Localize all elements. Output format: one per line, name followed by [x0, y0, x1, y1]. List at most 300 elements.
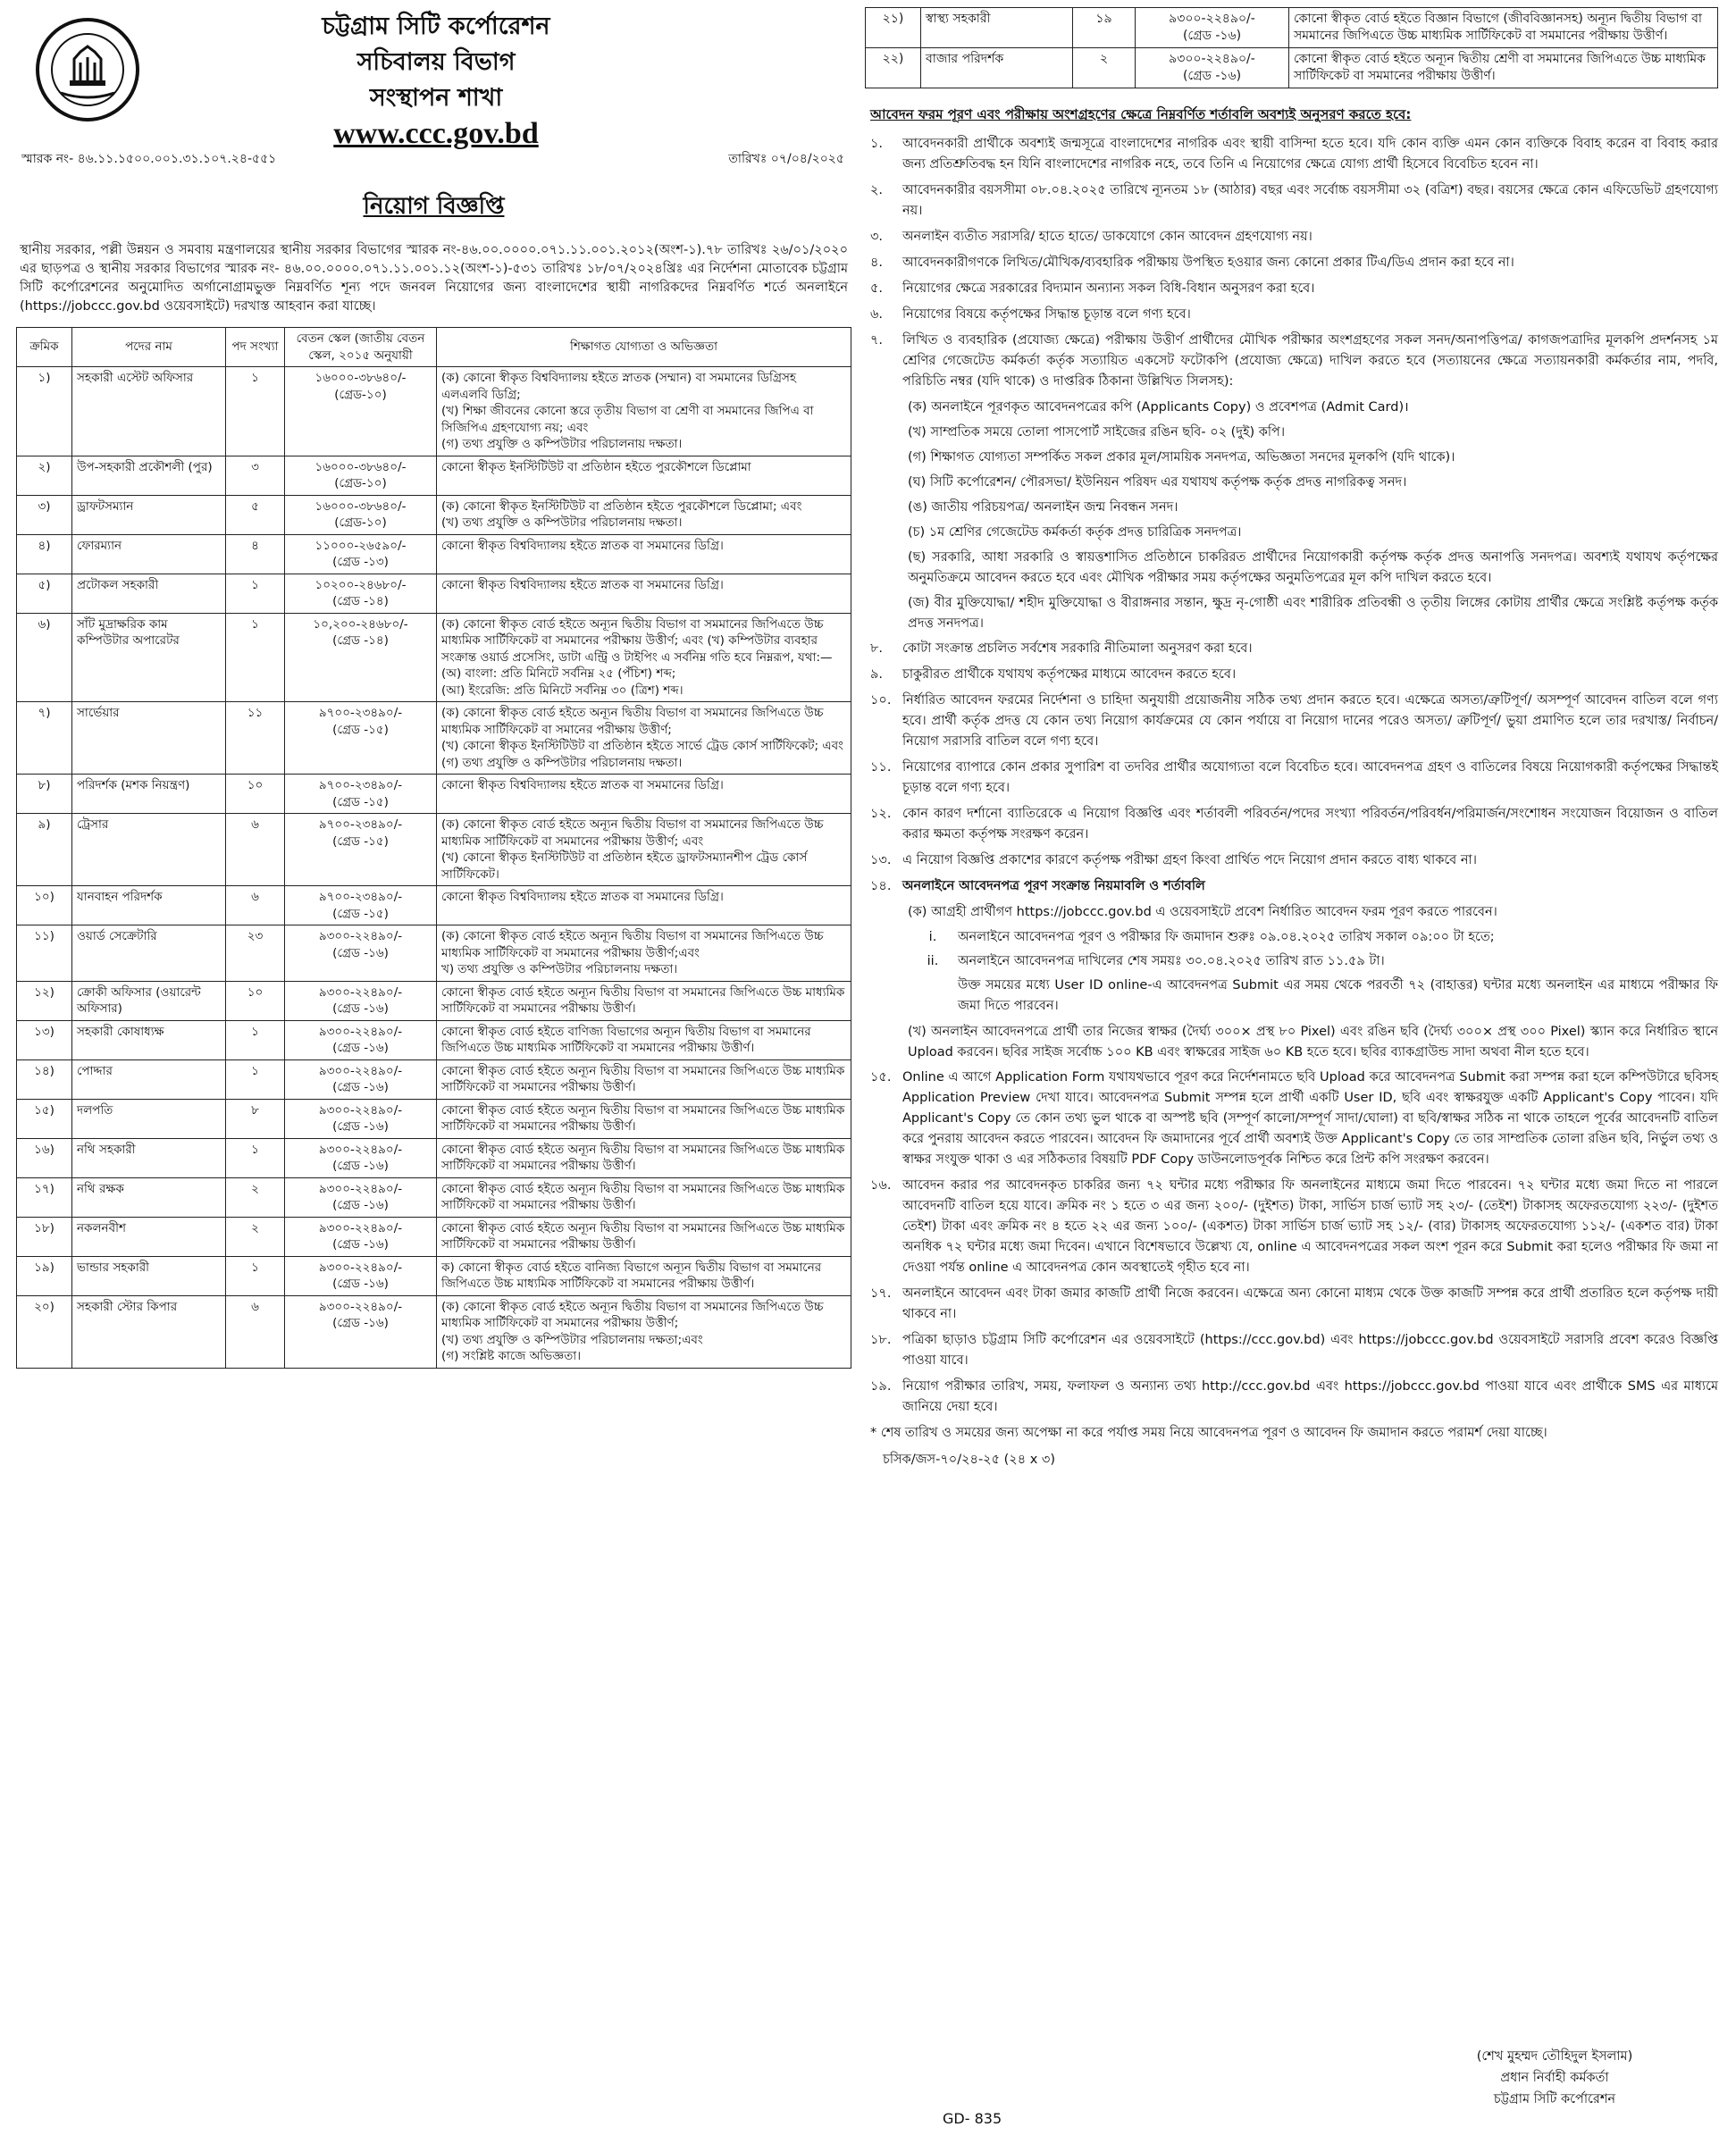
- grade: (গ্রেড-১০): [334, 515, 387, 530]
- table-row: [17, 495, 851, 534]
- qualification-line: কোনো স্বীকৃত বোর্ড হইতে বিজ্ঞান বিভাগে (জীববিজ্ঞানসহ) অন্যূন দ্বিতীয় বিভাগ বা সমমানের জিপিএতে উচ্চ মাধ্যমিক সার্টিফিকেট বা সমমানের পরীক্ষায় উত্তীর্ণ।: [1294, 12, 1702, 43]
- sub-item: (ঘ) সিটি কর্পোরেশন/ পৌরসভা/ ইউনিয়ন পরিষদ এর যথাযথ কর্তৃপক্ষ কর্তৃক প্রদত্ত নাগরিকত্ব সনদ।: [908, 475, 1407, 490]
- grade: (গ্রেড -১৬): [332, 1237, 389, 1252]
- intro-paragraph: স্থানীয় সরকার, পল্লী উন্নয়ন ও সমবায় মন্ত্রণালয়ের স্থানীয় সরকার বিভাগের স্মারক নং-৪৬.০০.০০০০.০৭১.১১.০০১.২০১২(অংশ-১).৭৮ তারিখঃ ২৬/০১/২০২০ এর ছাড়পত্র ও স্থানীয় সরকার বিভাগের স্মারক নং- ৪৬.০০.০০০০.০৭১.১১.০০১.১২(অংশ-১)-৫৩১ তারিখঃ ১৮/০৭/২০২৪খ্রিঃ এর নির্দেশনা মোতাবেক চট্টগ্রাম সিটি কর্পোরেশনের অনুমোদিত অর্গানোগ্রামভুক্ত নিম্নবর্ণিত শূন্য পদে জনবল নিয়োগের জন্য বাংলাদেশের স্থায়ী নাগরিকদের নিম্নবর্ণিত শর্তে অনলাইনে (https://jobccc.gov.bd ওয়েবসাইটে) দরখাস্ত আহবান করা যাচ্ছে।: [20, 243, 848, 314]
- qualification-cell: [437, 1177, 851, 1217]
- sub-item: (ক) আগ্রহী প্রার্থীগণ https://jobccc.gov.bd এ ওয়েবসাইটে প্রবেশ নির্ধারিত আবেদন ফরম পূরণ করতে পারবেন।: [908, 905, 1497, 919]
- qualification-line: (ক) কোনো স্বীকৃত বিশ্ববিদ্যালয় হইতে স্নাতক (সম্মান) বা সমমানের ডিগ্রিসহ এলএলবি ডিগ্রি;: [441, 371, 796, 402]
- col-header: পদের নাম: [72, 328, 226, 367]
- serial-cell: ১২): [17, 981, 72, 1020]
- pay-scale: ৯৭০০-২৩৪৯০/-: [318, 706, 403, 720]
- list-item: [865, 1284, 1718, 1325]
- qualification-line: (ক) কোনো স্বীকৃত বোর্ড হইতে অন্যূন দ্বিতীয় বিভাগ বা সমমানের জিপিএতে উচ্চ মাধ্যমিক সার্টিফিকেট বা সমানের পরীক্ষায় উত্তীর্ণ;: [441, 706, 824, 737]
- pay-scale-cell: [285, 1138, 437, 1177]
- post-count-cell: ২৩: [226, 925, 285, 982]
- post-name-cell: দলপতি: [72, 1099, 226, 1138]
- list-item: [865, 305, 1718, 325]
- pay-scale-cell: [285, 613, 437, 702]
- item-text: নিয়োগের ব্যাপারে কোন প্রকার সুপারিশ বা তদবির প্রার্থীর অযোগ্যতা বলে বিবেচিত হবে। আবেদনপত্র গ্রহণ ও বাতিলের বিষয়ে নিয়োগকারী কর্তৃপক্ষের সিদ্ধান্তই চূড়ান্ত বলে গণ্য হবে।: [902, 760, 1718, 795]
- item-text: আবেদনকারী প্রার্থীকে অবশ্যই জন্মসূত্রে বাংলাদেশের নাগরিক এবং স্থায়ী বাসিন্দা হতে হবে। যদি কোন ব্যক্তি এমন কোন ব্যক্তিকে বিবাহ করেন বা বিবাহ করার জন্য প্রতিশ্রুতিবদ্ধ হন যিনি বাংলাদেশের নাগরিক নহে, তবে তিনি এ নিয়োগের ক্ষেত্রে যোগ্য প্রার্থী হিসেবে বিবেচিত হবেন না।: [902, 137, 1718, 172]
- list-item: [865, 331, 1718, 392]
- item-text: নিয়োগ পরীক্ষার তারিখ, সময়, ফলাফল ও অন্যান্য তথ্য http://ccc.gov.bd এবং https://jobccc.gov.bd পাওয়া যাবে এবং প্রার্থীকে SMS এর মাধ্যমে জানিয়ে দেয়া হবে।: [902, 1379, 1718, 1414]
- header: [16, 7, 851, 150]
- pay-scale: ১৬০০০-৩৮৬৪০/-: [314, 371, 407, 385]
- right-column: [865, 7, 1718, 1470]
- grade: (গ্রেড -১৪): [332, 633, 389, 648]
- table-row: [866, 8, 1718, 48]
- post-name-cell: উপ-সহকারী প্রকৌশলী (পুর): [72, 456, 226, 495]
- list-item: [865, 180, 1718, 222]
- qualification-line: (খ) কোনো স্বীকৃত ইনস্টিটিউট বা প্রতিষ্ঠান হইতে ড্রাফটসম্যানশীপ ট্রেড কোর্স সার্টিফিকেট।: [441, 850, 808, 882]
- table-row: [17, 1256, 851, 1295]
- qualification-line: ক) কোনো স্বীকৃত বোর্ড হইতে বানিজ্য বিভাগে অন্যূন দ্বিতীয় বিভাগ বা সমমানের জিপিএতে উচ্চ মাধ্যমিক সার্টিফিকেট বা সমমানের পরীক্ষায় উত্তীর্ণ।: [441, 1260, 822, 1291]
- table-row: [17, 702, 851, 775]
- qualification-cell: [437, 925, 851, 982]
- pay-scale-cell: [285, 456, 437, 495]
- header-text: [284, 9, 588, 152]
- grade: (গ্রেড -১৬): [332, 1316, 389, 1330]
- pay-scale: ১৬০০০-৩৮৬৪০/-: [314, 459, 407, 474]
- pay-scale: ৯৩০০-২২৪৯০/-: [318, 1142, 403, 1157]
- sub-item: (ঙ) জাতীয় পরিচয়পত্র/ অনলাইন জন্ম নিবন্ধন সনদ।: [908, 500, 1178, 515]
- post-name-cell: সাঁট মুদ্রাক্ষরিক কাম কম্পিউটার অপারেটর: [72, 613, 226, 702]
- item-text: নিয়োগের বিষয়ে কর্তৃপক্ষের সিদ্ধান্ত চূড়ান্ত বলে গণ্য হবে।: [902, 307, 1191, 322]
- qualification-line: (ক) কোনো স্বীকৃত বোর্ড হইতে অন্যূন দ্বিতীয় বিভাগ বা সমমানের জিপিএতে উচ্চ মাধ্যমিক সার্টিফিকেট বা সমমানের পরীক্ষায় উত্তীর্ণ;এবং: [441, 929, 824, 960]
- item-number: ১৪.: [870, 879, 892, 893]
- item-number: ১২.: [870, 807, 892, 821]
- post-count-cell: ১৯: [1073, 8, 1136, 48]
- memo-date: তারিখঃ ০৭/০৪/২০২৫: [728, 152, 844, 166]
- qualification-cell: [437, 574, 851, 613]
- post-name-cell: নথি সহকারী: [72, 1138, 226, 1177]
- note: উক্ত সময়ের মধ্যে User ID online-এ আবেদনপত্র Submit এর সময় থেকে পরবর্তী ৭২ (বাহাত্তর) ঘন্টার মধ্যে অনলাইন এর মাধ্যমে পরীক্ষার ফি জমা দিতে পারবেন।: [958, 978, 1718, 1013]
- serial-cell: ২): [17, 456, 72, 495]
- grade: (গ্রেড -১৬): [332, 1080, 389, 1094]
- post-count-cell: ৬: [226, 1295, 285, 1368]
- list-item: [865, 665, 1718, 685]
- qualification-cell: [437, 1256, 851, 1295]
- item-text: চাকুরীরত প্রার্থীকে যথাযথ কর্তৃপক্ষের মাধ্যমে আবেদন করতে হবে।: [902, 667, 1237, 682]
- serial-cell: ২১): [866, 8, 921, 48]
- pay-scale-cell: [285, 534, 437, 574]
- posts-table: [16, 327, 851, 1369]
- serial-cell: ১০): [17, 886, 72, 925]
- col-header: শিক্ষাগত যোগ্যতা ও অভিজ্ঞতা: [437, 328, 851, 367]
- post-count-cell: ১: [226, 1059, 285, 1099]
- list-item: [865, 1068, 1718, 1170]
- list-item: [865, 691, 1718, 752]
- post-name-cell: সহকারী এস্টেট অফিসার: [72, 367, 226, 456]
- serial-cell: ১৭): [17, 1177, 72, 1217]
- grade: (গ্রেড -১৬): [332, 1159, 389, 1173]
- pay-scale: ৯৩০০-২২৪৯০/-: [318, 1024, 403, 1039]
- list-item: [865, 850, 1718, 871]
- pay-scale-cell: [285, 775, 437, 814]
- sub-item: ii. অনলাইনে আবেদনপত্র দাখিলের শেষ সময়ঃ ৩০.০৪.২০২৫ তারিখ রাত ১১.৫৯ টা।: [927, 954, 1385, 968]
- post-name-cell: স্বাস্থ্য সহকারী: [921, 8, 1073, 48]
- item-text: কোটা সংক্রান্ত প্রচলিত সর্বশেষ সরকারি নীতিমালা অনুসরণ করা হবে।: [902, 641, 1253, 656]
- grade: (গ্রেড-১০): [334, 476, 387, 490]
- sub-item: (খ) অনলাইন আবেদনপত্রে প্রার্থী তার নিজের স্বাক্ষর (দৈর্ঘ্য ৩০০× প্রস্থ ৮০ Pixel) এবং রঙিন ছবি (দৈর্ঘ্য ৩০০× প্রস্থ ৩০০ Pixel) স্ক্যান করে নির্ধারিত স্থানে Upload করবেন। ছবির সাইজ সর্বোচ্চ ১০০ KB এবং স্বাক্ষরের সাইজ ৬০ KB হতে হবে। ছবির ব্যাকগ্রাউন্ড সাদা অথবা নীল হতে হবে।: [908, 1025, 1718, 1059]
- pay-scale-cell: [285, 925, 437, 982]
- qualification-cell: [437, 814, 851, 886]
- qualification-cell: [437, 1059, 851, 1099]
- pay-scale-cell: [285, 495, 437, 534]
- item-text: আবেদন করার পর আবেদনকৃত চাকরির জন্য ৭২ ঘন্টার মধ্যে পরীক্ষার ফি অনলাইনের মাধ্যমে জমা দিতে পারবেন। ৭২ ঘন্টার মধ্যে জমা দিতে না পারলে আবেদনটি বাতিল হয়ে যাবে। ক্রমিক নং ১ হতে ৩ এর জন্য ২০০/- (দুইশত) টাকা, সার্ভিস চার্জ ভ্যাট সহ ২৩/- (তেইশ) টাকাসহ অফেরতযোগ্য ২২৩/- (দুইশত তেইশ) টাকা এবং ক্রমিক নং ৪ হতে ২২ এর জন্য ১০০/- (একশত) টাকা সার্ভিস চার্জ ভ্যাট সহ ১২/- (বার) টাকাসহ অফেরতযোগ্য ১১২/- (একশত বার) টাকা অনধিক ৭২ ঘন্টার মধ্যে জমা দিবেন। এখানে বিশেষভাবে উল্লেখ্য যে, online এ আবেদনপত্রের সকল অংশ পূরন করে Submit করা হলেও পরীক্ষার ফি জমা না দেওয়া পর্যন্ত online এ আবেদনপত্র কোন অবস্থাতেই গৃহীত হবে না।: [902, 1178, 1718, 1275]
- pay-scale: ৯৩০০-২২৪৯০/-: [1169, 12, 1255, 26]
- post-count-cell: ১: [226, 1256, 285, 1295]
- grade: (গ্রেড -১৬): [332, 1001, 389, 1016]
- post-name-cell: ড্রাফটসম্যান: [72, 495, 226, 534]
- qualification-cell: [437, 1020, 851, 1059]
- post-count-cell: ৮: [226, 1099, 285, 1138]
- item-text: লিখিত ও ব্যবহারিক (প্রযোজ্য ক্ষেত্রে) পরীক্ষায় উত্তীর্ণ প্রার্থীদের মৌখিক পরীক্ষার অংশগ্রহণের সকল সনদ/অনাপত্তিপত্র/ কাগজপত্রাদির মূলকপি প্রদর্শনসহ ১ম শ্রেণির গেজেটেড কর্মকর্তা কর্তৃক সত্যায়িত একসেট ফটোকপি (প্রযোজ্য ক্ষেত্রে) দাখিল করতে হবে (সত্যায়নের ক্ষেত্রে সত্যায়নকারী কর্মকর্তার নাম, পদবি, পরিচিতি নম্বর (যদি থাকে) ও দাপ্তরিক ঠিকানা উল্লিখিত সিলসহ):: [902, 333, 1718, 389]
- serial-cell: ২০): [17, 1295, 72, 1368]
- qualification-line: কোনো স্বীকৃত বোর্ড হইতে অন্যূন দ্বিতীয় বিভাগ বা সমমানের জিপিএতে উচ্চ মাধ্যমিক সার্টিফিকেট বা সমমানের পরীক্ষায় উত্তীর্ণ।: [441, 1220, 845, 1252]
- list-item: [865, 253, 1718, 273]
- col-header: ক্রমিক: [17, 328, 72, 367]
- post-count-cell: ১০: [226, 775, 285, 814]
- qualification-line: (খ) তথ্য প্রযুক্তি ও কম্পিউটার পরিচালনায় দক্ষতা;এবং: [441, 1332, 703, 1347]
- qualification-line: খ) তথ্য প্রযুক্তি ও কম্পিউটার পরিচালনায় দক্ষতা।: [441, 962, 678, 976]
- table-row: [17, 367, 851, 456]
- qualification-line: কোনো স্বীকৃত বিশ্ববিদ্যালয় হইতে স্নাতক বা সমমানের ডিগ্রি।: [441, 890, 724, 904]
- pay-scale: ৯৩০০-২২৪৯০/-: [318, 1260, 403, 1275]
- sub-item: (জ) বীর মুক্তিযোদ্ধা/ শহীদ মুক্তিযোদ্ধা ও বীরাঙ্গনার সন্তান, ক্ষুদ্র নৃ-গোষ্ঠী এবং শারীরিক প্রতিবন্ধী ও তৃতীয় লিঙ্গের কোটায় প্রার্থীর ক্ষেত্রে সংশ্লিষ্ট কর্তৃপক্ষ কর্তৃক প্রদত্ত সনদপত্র।: [908, 596, 1718, 631]
- grade: (গ্রেড -১৫): [332, 833, 389, 849]
- item-text: পত্রিকা ছাড়াও চট্টগ্রাম সিটি কর্পোরেশন এর ওয়েবসাইটে (https://ccc.gov.bd) এবং https://jobccc.gov.bd ওয়েবসাইটে সরাসরি প্রবেশ করেও বিজ্ঞপ্তি পাওয়া যাবে।: [902, 1333, 1718, 1368]
- grade: (গ্রেড -১৫): [332, 906, 389, 921]
- item-number: ৪.: [870, 255, 884, 270]
- grade: (গ্রেড -১৬): [332, 1277, 389, 1291]
- post-count-cell: ৬: [226, 814, 285, 886]
- list-item: [865, 876, 1718, 897]
- serial-cell: ১৩): [17, 1020, 72, 1059]
- post-name-cell: পোদ্দার: [72, 1059, 226, 1099]
- item-number: ১১.: [870, 760, 892, 775]
- pay-scale: ৯৩০০-২২৪৯০/-: [318, 1102, 403, 1118]
- qualification-line: (গ) তথ্য প্রযুক্তি ও কম্পিউটার পরিচালনায় দক্ষতা।: [441, 755, 683, 770]
- qualification-cell: [437, 886, 851, 925]
- list-item: [865, 758, 1718, 799]
- table-row: [17, 925, 851, 982]
- post-name-cell: সহকারী স্টোর কিপার: [72, 1295, 226, 1368]
- grade: (গ্রেড -১৫): [332, 722, 389, 737]
- serial-cell: ২২): [866, 48, 921, 88]
- pay-scale: ৯৩০০-২২৪৯০/-: [318, 1181, 403, 1196]
- grade: (গ্রেড -১৬): [332, 1198, 389, 1212]
- left-column: [16, 7, 851, 1369]
- qualification-line: (ক) কোনো স্বীকৃত ইনস্টিটিউট বা প্রতিষ্ঠান হইতে পুরকৌশলে ডিপ্লোমা; এবং: [441, 498, 802, 514]
- table-row: [17, 1295, 851, 1368]
- branch-name: সংস্থাপন শাখা: [369, 84, 503, 112]
- table-row: [17, 1020, 851, 1059]
- table-row: [17, 1059, 851, 1099]
- signatory-org: চট্টগ্রাম সিটি কর্পোরেশন: [1493, 2092, 1616, 2106]
- qualification-cell: [437, 367, 851, 456]
- table-row: [17, 981, 851, 1020]
- post-name-cell: পরিদর্শক (মশক নিয়ন্ত্রণ): [72, 775, 226, 814]
- post-count-cell: ২: [1073, 48, 1136, 88]
- qualification-cell: [437, 456, 851, 495]
- pay-scale-cell: [1136, 48, 1289, 88]
- post-count-cell: ১: [226, 1020, 285, 1059]
- conditions-list: [865, 134, 1718, 1418]
- corporation-logo-icon: [34, 16, 141, 123]
- qualification-cell: [437, 534, 851, 574]
- item-number: ৮.: [870, 641, 884, 656]
- pay-scale: ৯৩০০-২২৪৯০/-: [318, 1063, 403, 1078]
- post-count-cell: ৩: [226, 456, 285, 495]
- post-count-cell: ২: [226, 1217, 285, 1256]
- table-row: [17, 1217, 851, 1256]
- pay-scale: ১০২০০-২৪৬৮০/-: [314, 577, 407, 592]
- pay-scale: ৯৭০০-২৩৪৯০/-: [318, 778, 403, 792]
- qualification-line: কোনো স্বীকৃত বোর্ড হইতে অন্যূন দ্বিতীয় বিভাগ বা সমমানের জিপিএতে উচ্চ মাধ্যমিক সার্টিফিকেট বা সমমানের পরীক্ষায় উত্তীর্ণ।: [441, 1063, 845, 1094]
- grade: (গ্রেড -১৬): [1182, 69, 1242, 83]
- grade: (গ্রেড -১৬): [332, 1119, 389, 1134]
- qualification-line: কোনো স্বীকৃত বোর্ড হইতে অন্যূন দ্বিতীয় বিভাগ বা সমমানের জিপিএতে উচ্চ মাধ্যমিক সার্টিফিকেট বা সমমানের পরীক্ষায় উত্তীর্ণ।: [441, 1102, 845, 1134]
- post-name-cell: ট্রেসার: [72, 814, 226, 886]
- pay-scale-cell: [285, 1059, 437, 1099]
- table-row: [17, 456, 851, 495]
- conditions-title: আবেদন ফরম পূরণ এবং পরীক্ষায় অংশগ্রহণের ক্ষেত্রে নিম্নবর্ণিত শর্তাবলি অবশ্যই অনুসরণ করতে হবে:: [870, 106, 1412, 122]
- qualification-line: কোনো স্বীকৃত বিশ্ববিদ্যালয় হইতে স্নাতক বা সমমানের ডিগ্রি।: [441, 778, 724, 792]
- item-text: এ নিয়োগ বিজ্ঞপ্তি প্রকাশের কারণে কর্তৃপক্ষ পরীক্ষা গ্রহণ কিংবা প্রার্থিত পদে নিয়োগ প্রদান করতে বাধ্য থাকবে না।: [902, 853, 1477, 867]
- qualification-line: কোনো স্বীকৃত বোর্ড হইতে অন্যূন দ্বিতীয় বিভাগ বা সমমানের জিপিএতে উচ্চ মাধ্যমিক সার্টিফিকেট বা সমমানের পরীক্ষায় উত্তীর্ণ।: [441, 1181, 845, 1212]
- pay-scale-cell: [285, 886, 437, 925]
- post-name-cell: নথি রক্ষক: [72, 1177, 226, 1217]
- pay-scale-cell: [285, 1177, 437, 1217]
- qualification-line: কোনো স্বীকৃত বিশ্ববিদ্যালয় হইতে স্নাতক বা সমমানের ডিগ্রি।: [441, 538, 724, 553]
- qualification-cell: [437, 1295, 851, 1368]
- item-text: অনলাইনে আবেদন এবং টাকা জমার কাজটি প্রার্থী নিজে করবেন। এক্ষেত্রে অন্য কোনো মাধ্যম থেকে উক্ত কাজটি সম্পন্ন করে প্রার্থী প্রতারিত হলে কর্তৃপক্ষ দায়ী থাকবে না।: [902, 1286, 1718, 1321]
- post-name-cell: ভান্ডার সহকারী: [72, 1256, 226, 1295]
- footnote: * শেষ তারিখ ও সময়ের জন্য অপেক্ষা না করে পর্যাপ্ত সময় নিয়ে আবেদনপত্র পূরণ ও আবেদন ফি জমাদান করতে পরামর্শ দেয়া যাচ্ছে।: [870, 1426, 1547, 1440]
- qualification-cell: [437, 775, 851, 814]
- item-text: আবেদনকারীগণকে লিখিত/মৌখিক/ব্যবহারিক পরীক্ষায় উপস্থিত হওয়ার জন্য কোনো প্রকার টিএ/ডিএ প্রদান করা হবে না।: [902, 255, 1514, 270]
- post-count-cell: ৪: [226, 534, 285, 574]
- serial-cell: ৯): [17, 814, 72, 886]
- qualification-line: কোনো স্বীকৃত বোর্ড হইতে অন্যূন দ্বিতীয় শ্রেণী বা সমমানের জিপিএতে উচ্চ মাধ্যমিক সার্টিফিকেট বা সমমানের পরীক্ষায় উত্তীর্ণ।: [1294, 52, 1706, 83]
- pay-scale: ৯৩০০-২২৪৯০/-: [318, 984, 403, 1000]
- table-row: [17, 775, 851, 814]
- list-item: [865, 227, 1718, 247]
- qualification-line: (খ) শিক্ষা জীবনের কোনো স্তরে তৃতীয় বিভাগ বা শ্রেণী বা সমমানের জিপিএ বা সিজিপিএ গ্রহণযোগ্য নয়; এবং: [441, 404, 814, 435]
- qualification-cell: [437, 613, 851, 702]
- grade: (গ্রেড-১০): [334, 387, 387, 402]
- qualification-line: (ক) কোনো স্বীকৃত বোর্ড হইতে অন্যূন দ্বিতীয় বিভাগ বা সমমানের জিপিএতে উচ্চ মাধ্যমিক সার্টিফিকেট বা সমমানের পরীক্ষায় উত্তীর্ণ; এবং: [441, 817, 824, 849]
- pay-scale-cell: [285, 1256, 437, 1295]
- qualification-cell: [437, 702, 851, 775]
- pay-scale-cell: [285, 1099, 437, 1138]
- serial-cell: ৭): [17, 702, 72, 775]
- post-count-cell: ১: [226, 574, 285, 613]
- post-count-cell: ১১: [226, 702, 285, 775]
- post-count-cell: ২: [226, 1177, 285, 1217]
- table-row: [866, 48, 1718, 88]
- pay-scale-cell: [285, 981, 437, 1020]
- table-row: [17, 613, 851, 702]
- serial-cell: ৫): [17, 574, 72, 613]
- qualification-cell: [1289, 8, 1718, 48]
- memo-row: [16, 148, 851, 175]
- qualification-line: (খ) তথ্য প্রযুক্তি ও কম্পিউটার পরিচালনায় দক্ষতা।: [441, 515, 683, 530]
- post-name-cell: সহকারী কোষাধ্যক্ষ: [72, 1020, 226, 1059]
- item-number: ৯.: [870, 667, 884, 682]
- post-count-cell: ৫: [226, 495, 285, 534]
- qualification-line: (গ) সংশ্লিষ্ট কাজে অভিজ্ঞতা।: [441, 1349, 582, 1363]
- pay-scale: ৯৩০০-২২৪৯০/-: [318, 1220, 403, 1235]
- grade: (গ্রেড -১৫): [332, 794, 389, 809]
- pay-scale: ৯৭০০-২৩৪৯০/-: [318, 890, 403, 904]
- item-text: অনলাইন ব্যতীত সরাসরি/ হাতে হাতে/ ডাকযোগে কোন আবেদন গ্রহণযোগ্য নয়।: [902, 230, 1312, 244]
- dept-name: সচিবালয় বিভাগ: [356, 48, 516, 76]
- table-row: [17, 886, 851, 925]
- item-text: Online এ আগে Application Form যথাযথভাবে পূরণ করে নির্দেশনামতে ছবি Upload করে আবেদনপত্র Submit করা সম্পন্ন করা হলে কম্পিউটারে ছবিসহ Application Preview দেখা যাবে। আবেদনপত্র Submit সম্পন্ন হলে প্রার্থী একটি User ID, ছবি এবং স্বাক্ষরযুক্ত একটি Applicant's Copy পাবেন। যদি Applicant's Copy তে কোন তথ্য ভুল থাকে বা অস্পষ্ট ছবি (সম্পূর্ণ কালো/সম্পূর্ণ সাদা/ঘোলা) বা ছবি/স্বাক্ষর সঠিক না থাকে তাহলে পূর্বের আবেদনটি বাতিল করে পুনরায় আবেদন করতে পারবেন। আবেদন ফি জমাদানের পূর্বে প্রার্থী অবশ্যই উক্ত Applicant's Copy তে তার সাম্প্রতিক তোলা রঙিন ছবি, নির্ভুল তথ্য ও স্বাক্ষর সংযুক্ত থাকা ও এর সঠিকতার বিষয়টি PDF Copy ডাউনলোডপূর্বক নিশ্চিত করে প্রিন্ট কপি সংরক্ষণ করবেন।: [902, 1070, 1718, 1167]
- signatory-designation: প্রধান নির্বাহী কর্মকর্তা: [1500, 2071, 1609, 2085]
- item-text: আবেদনকারীর বয়সসীমা ০৮.০৪.২০২৫ তারিখে ন্যূনতম ১৮ (আঠার) বছর এবং সর্বোচ্চ বয়সসীমা ৩২ (বত্রিশ) বছর। বয়সের ক্ষেত্রে কোন এফিডেভিট গ্রহণযোগ্য নয়।: [902, 183, 1718, 218]
- qualification-cell: [437, 1217, 851, 1256]
- item-text: কোন কারণ দর্শানো ব্যাতিরেকে এ নিয়োগ বিজ্ঞপ্তি এবং শর্তাবলী পরিবর্তন/পদের সংখ্যা পরিবর্তন/পরিবর্ধন/পরিমার্জন/সংশোধন সংযোজন বিয়োজন ও বাতিল করার ক্ষমতা কর্তৃপক্ষ সংরক্ষণ করেন।: [902, 807, 1718, 842]
- item-number: ৭.: [870, 333, 884, 348]
- qualification-line: কোনো স্বীকৃত ইনস্টিটিউট বা প্রতিষ্ঠান হইতে পুরকৌশলে ডিপ্লোমা: [441, 459, 751, 474]
- col-header: পদ সংখ্যা: [226, 328, 285, 367]
- table-row: [17, 574, 851, 613]
- table-row: [17, 1138, 851, 1177]
- pay-scale-cell: [285, 574, 437, 613]
- pay-scale-cell: [1136, 8, 1289, 48]
- list-item: [865, 134, 1718, 175]
- serial-cell: ১৬): [17, 1138, 72, 1177]
- sub-item: (চ) ১ম শ্রেণির গেজেটেড কর্মকর্তা কর্তৃক প্রদত্ত চারিত্রিক সনদপত্র।: [908, 525, 1242, 540]
- qualification-cell: [1289, 48, 1718, 88]
- table-row: [17, 1177, 851, 1217]
- table-row: [17, 534, 851, 574]
- item-text: নিয়োগের ক্ষেত্রে সরকারের বিদ্যমান অন্যান্য সকল বিধি-বিধান অনুসরণ করা হবে।: [902, 281, 1315, 296]
- post-name-cell: ফোরম্যান: [72, 534, 226, 574]
- serial-cell: ১৮): [17, 1217, 72, 1256]
- post-name-cell: সার্ভেয়ার: [72, 702, 226, 775]
- post-count-cell: ১০: [226, 981, 285, 1020]
- qualification-cell: [437, 495, 851, 534]
- serial-cell: ১১): [17, 925, 72, 982]
- grade: (গ্রেড -১৪): [332, 594, 389, 608]
- pay-scale: ৯৩০০-২২৪৯০/-: [318, 1299, 403, 1314]
- post-count-cell: ১: [226, 613, 285, 702]
- serial-cell: ১৪): [17, 1059, 72, 1099]
- serial-cell: ৪): [17, 534, 72, 574]
- list-item: [865, 1330, 1718, 1371]
- item-number: ৬.: [870, 307, 884, 322]
- serial-cell: ৩): [17, 495, 72, 534]
- pay-scale: ৯৩০০-২২৪৯০/-: [318, 929, 403, 943]
- website-link[interactable]: www.ccc.gov.bd: [333, 117, 539, 150]
- sub-item: (গ) শিক্ষাগত যোগ্যতা সম্পর্কিত সকল প্রকার মূল/সাময়িক সনদপত্র, অভিজ্ঞতা সনদের মূলকপি (যদি থাকে)।: [908, 450, 1455, 465]
- post-name-cell: নকলনবীশ: [72, 1217, 226, 1256]
- item-number: ১০.: [870, 693, 892, 708]
- code: চসিক/জস-৭০/২৪-২৫ (২৪ x ৩): [883, 1453, 1055, 1467]
- signature-block: [1421, 2046, 1689, 2110]
- pay-scale-cell: [285, 1020, 437, 1059]
- sub-item: (ছ) সরকারি, আধা সরকারি ও স্বায়ত্তশাসিত প্রতিষ্ঠানে চাকরিরত প্রার্থীদের নিয়োগকারী কর্তৃপক্ষ কর্তৃক প্রদত্ত অনাপত্তি সনদপত্র। অবশ্যই যথাযথ কর্তৃপক্ষের অনুমতিক্রমে আবেদন করতে হবে এবং মৌখিক পরীক্ষার সময় কর্তৃপক্ষের অনুমতিপত্রের মূল কপি দাখিল করতে হবে।: [908, 550, 1718, 585]
- list-item: [865, 1176, 1718, 1278]
- serial-cell: ১৫): [17, 1099, 72, 1138]
- serial-cell: ৮): [17, 775, 72, 814]
- list-item: [865, 804, 1718, 845]
- qualification-line: কোনো স্বীকৃত বোর্ড হইতে অন্যূন দ্বিতীয় বিভাগ বা সমমানের জিপিএতে উচ্চ মাধ্যমিক সার্টিফিকেট বা সমমানের পরীক্ষায় উত্তীর্ণ।: [441, 1142, 845, 1173]
- serial-cell: ১৯): [17, 1256, 72, 1295]
- memo-ref: স্মারক নং- ৪৬.১১.১৫০০.০০১.৩১.১০৭.২৪-৫৫১: [21, 152, 277, 166]
- post-name-cell: প্রটোকল সহকারী: [72, 574, 226, 613]
- post-name-cell: বাজার পরিদর্শক: [921, 48, 1073, 88]
- post-count-cell: ১: [226, 1138, 285, 1177]
- page-title: নিয়োগ বিজ্ঞপ্তি: [363, 193, 505, 220]
- gd-number: GD- 835: [943, 2110, 1002, 2127]
- post-name-cell: ওয়ার্ড সেক্রেটারি: [72, 925, 226, 982]
- col-header: বেতন স্কেল (জাতীয় বেতন স্কেল, ২০১৫ অনুযায়ী: [285, 328, 437, 367]
- sub-item: (ক) অনলাইনে পূরণকৃত আবেদনপত্রের কপি (Applicants Copy) ও প্রবেশপত্র (Admit Card)।: [908, 400, 1409, 415]
- pay-scale: ৯৭০০-২৩৪৯০/-: [318, 817, 403, 832]
- pay-scale: ৯৩০০-২২৪৯০/-: [1169, 52, 1255, 66]
- list-item: [865, 639, 1718, 659]
- item-number: ১৩.: [870, 853, 892, 867]
- item-number: ১৮.: [870, 1333, 892, 1347]
- posts-table-continued: [865, 7, 1718, 88]
- item-text: অনলাইনে আবেদনপত্র পূরণ সংক্রান্ত নিয়মাবলি ও শর্তাবলি: [902, 879, 1205, 893]
- qualification-line: (ক) কোনো স্বীকৃত বোর্ড হইতে অন্যূন দ্বিতীয় বিভাগ বা সমমানের জিপিএতে উচ্চ মাধ্যমিক সার্টিফিকেট বা সমমানের পরীক্ষায় উত্তীর্ণ; এবং (খ) কম্পিউটার ব্যবহার সংক্রান্ত ওয়ার্ড প্রসেসিং, ডাটা এন্ট্রি ও টাইপিং এ সর্বনিম্ন গতি হবে নিম্নরূপ, যথা:—: [441, 616, 833, 665]
- post-name-cell: ক্রোকী অফিসার (ওয়ারেন্ট অফিসার): [72, 981, 226, 1020]
- qualification-line: কোনো স্বীকৃত বোর্ড হইতে বাণিজ্য বিভাগের অন্যূন দ্বিতীয় বিভাগ বা সমমানের জিপিএতে উচ্চ মাধ্যমিক সার্টিফিকেট বা সমমানের পরীক্ষায় উত্তীর্ণ।: [441, 1024, 811, 1055]
- qualification-cell: [437, 1138, 851, 1177]
- pay-scale: ১০,২০০-২৪৬৮০/-: [313, 616, 408, 632]
- serial-cell: ৬): [17, 613, 72, 702]
- pay-scale-cell: [285, 1217, 437, 1256]
- item-number: ১৫.: [870, 1070, 892, 1085]
- post-count-cell: ১: [226, 367, 285, 456]
- pay-scale-cell: [285, 367, 437, 456]
- item-number: ৩.: [870, 230, 884, 244]
- serial-cell: ১): [17, 367, 72, 456]
- grade: (গ্রেড -১৬): [332, 945, 389, 960]
- post-count-cell: ৬: [226, 886, 285, 925]
- table-header-row: [17, 328, 851, 367]
- grade: (গ্রেড -১৩): [332, 555, 389, 569]
- item-number: ৫.: [870, 281, 884, 296]
- post-name-cell: যানবাহন পরিদর্শক: [72, 886, 226, 925]
- pay-scale-cell: [285, 702, 437, 775]
- qualification-line: (আ) ইংরেজি: প্রতি মিনিটে সর্বনিম্ন ৩০ (ত্রিশ) শব্দ।: [441, 683, 683, 698]
- list-item: [865, 279, 1718, 299]
- qualification-line: (ক) কোনো স্বীকৃত বোর্ড হইতে অন্যূন দ্বিতীয় বিভাগ বা সমমানের জিপিএতে উচ্চ মাধ্যমিক সার্টিফিকেট বা সমমানের পরীক্ষায় উত্তীর্ণ;: [441, 1299, 824, 1330]
- list-item: [865, 1377, 1718, 1418]
- pay-scale: ১১০০০-২৬৫৯০/-: [314, 538, 407, 553]
- grade: (গ্রেড -১৬): [332, 1041, 389, 1055]
- qualification-line: (খ) কোনো স্বীকৃত ইনস্টিটিউট বা প্রতিষ্ঠান হইতে সার্ভে ট্রেড কোর্স সার্টিফিকেট; এবং: [441, 739, 843, 753]
- table-row: [17, 1099, 851, 1138]
- pay-scale-cell: [285, 814, 437, 886]
- org-name: চট্টগ্রাম সিটি কর্পোরেশন: [322, 13, 550, 40]
- sub-item: (খ) সাম্প্রতিক সময়ে তোলা পাসপোর্ট সাইজের রঙিন ছবি- ০২ (দুই) কপি।: [908, 425, 1286, 440]
- item-text: নির্ধারিত আবেদন ফরমের নির্দেশনা ও চাহিদা অনুযায়ী প্রয়োজনীয় সঠিক তথ্য প্রদান করতে হবে। এক্ষেত্রে অসত্য/ত্রুটিপূর্ণ/ অসম্পূর্ণ আবেদন বাতিল বলে গণ্য হবে। প্রার্থী কর্তৃক প্রদত্ত যে কোন তথ্য নিয়োগ কার্যক্রমের যে কোন পর্যায়ে বা নিয়োগ দানের পরেও অসত্য/ ত্রুটিপূর্ণ/ ভুয়া প্রমাণিত হলে তার দরখাস্ত/ নির্বাচন/ নিয়োগ সরাসরি বাতিল বলে গণ্য হবে।: [902, 693, 1718, 749]
- qualification-line: কোনো স্বীকৃত বোর্ড হইতে অন্যূন দ্বিতীয় বিভাগ বা সমমানের জিপিএতে উচ্চ মাধ্যমিক সার্টিফিকেট বা সমমানের পরীক্ষায় উত্তীর্ণ।: [441, 984, 845, 1016]
- item-number: ২.: [870, 183, 884, 197]
- item-number: ১৯.: [870, 1379, 892, 1394]
- pay-scale-cell: [285, 1295, 437, 1368]
- qualification-cell: [437, 981, 851, 1020]
- grade: (গ্রেড -১৬): [1182, 29, 1242, 43]
- item-number: ১.: [870, 137, 884, 151]
